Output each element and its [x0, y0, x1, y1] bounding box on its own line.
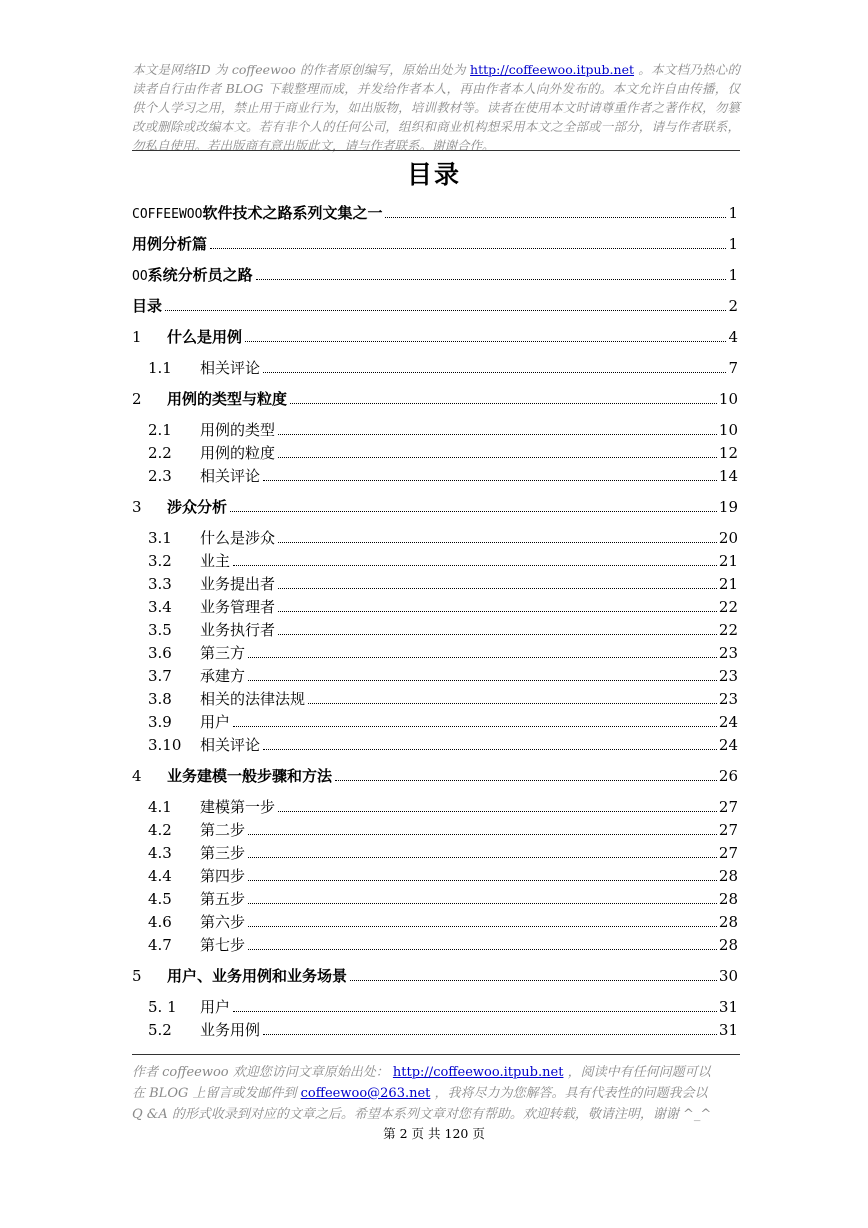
toc-entry-number: 4.2 [148, 821, 172, 839]
toc-entry[interactable] [132, 665, 738, 688]
toc-entry-label: 建模第一步 [200, 798, 276, 816]
toc-entry-label: 相关评论 [200, 359, 261, 377]
toc-entry-title: 目录 [132, 297, 163, 315]
toc-entry-page: 27 [718, 821, 738, 839]
copyright-header [132, 60, 740, 155]
toc-entry-page: 20 [718, 529, 738, 547]
toc-entry[interactable] [132, 688, 738, 711]
toc-entry-label: 用例的类型与粒度 [167, 390, 288, 408]
toc-entry-label: 第五步 [200, 890, 246, 908]
toc-entry[interactable] [132, 496, 738, 527]
toc-entry-number: 3.3 [148, 575, 172, 593]
toc-entry-number: 5 [132, 967, 142, 985]
toc-entry[interactable] [132, 911, 738, 934]
toc-entry-number: 4.6 [148, 913, 172, 931]
footer-email-link[interactable]: coffeewoo@263.net [300, 1086, 431, 1101]
footer-text-1: 作者 coffeewoo 欢迎您访问文章原始出处： [132, 1065, 389, 1080]
toc-entry[interactable] [132, 233, 738, 264]
toc-entry-label [132, 202, 382, 223]
toc-entry-number: 2.3 [148, 467, 172, 485]
toc-entry-page: 21 [718, 575, 738, 593]
toc-dot-leader [278, 433, 717, 435]
toc-entry-number: 4.3 [148, 844, 172, 862]
toc-dot-leader [335, 779, 717, 781]
toc-entry[interactable] [132, 388, 738, 419]
toc-entry-label [132, 295, 162, 316]
toc-entry[interactable] [132, 965, 738, 996]
toc-entry[interactable] [132, 202, 738, 233]
toc-entry-label: 业务用例 [200, 1021, 261, 1039]
toc-entry-number: 1.1 [148, 359, 172, 377]
toc-dot-leader [165, 309, 726, 311]
toc-entry-page: 4 [728, 328, 738, 346]
toc-entry-prefix: COFFEEWOO [132, 207, 203, 222]
toc-entry-label: 用例的粒度 [200, 444, 276, 462]
toc-entry-page: 27 [718, 844, 738, 862]
toc-entry[interactable] [132, 573, 738, 596]
toc-entry-page: 24 [718, 713, 738, 731]
toc-entry[interactable] [132, 734, 738, 757]
toc-entry-label: 业务提出者 [200, 575, 276, 593]
toc-entry-page: 28 [718, 936, 738, 954]
toc-dot-leader [278, 633, 717, 635]
toc-entry-number: 4.5 [148, 890, 172, 908]
toc-entry-number: 3.1 [148, 529, 172, 547]
page-number: 第 2 页 共 120 页 [383, 1126, 485, 1141]
toc-entry[interactable] [132, 357, 738, 380]
toc-entry-label: 第三方 [200, 644, 246, 662]
toc-entry[interactable] [132, 934, 738, 957]
toc-entry[interactable] [132, 326, 738, 357]
toc-entry-number: 5. 1 [148, 998, 177, 1016]
toc-dot-leader [230, 510, 717, 512]
toc-entry[interactable] [132, 527, 738, 550]
toc-entry-page: 30 [718, 967, 738, 985]
toc-entry-label: 业务执行者 [200, 621, 276, 639]
toc-entry-number: 5.2 [148, 1021, 172, 1039]
toc-entry-label: 第三步 [200, 844, 246, 862]
section-spacer [132, 380, 738, 388]
toc-entry-number: 3.8 [148, 690, 172, 708]
toc-entry-page: 1 [728, 204, 738, 222]
toc-entry-number: 4 [132, 767, 142, 785]
toc-entry-page: 14 [718, 467, 738, 485]
toc-entry[interactable] [132, 796, 738, 819]
toc-entry[interactable] [132, 996, 738, 1019]
toc-entry-number: 3.5 [148, 621, 172, 639]
toc-dot-leader [248, 656, 717, 658]
toc-entry-page: 27 [718, 798, 738, 816]
toc-entry[interactable] [132, 865, 738, 888]
toc-entry-number: 3.9 [148, 713, 172, 731]
toc-entry[interactable] [132, 888, 738, 911]
toc-entry-page: 2 [728, 297, 738, 315]
toc-entry-label: 用户 [200, 998, 231, 1016]
toc-entry[interactable] [132, 642, 738, 665]
toc-entry-page: 23 [718, 690, 738, 708]
toc-entry[interactable] [132, 264, 738, 295]
page-title: 目录 [406, 160, 461, 189]
toc-entry-page: 31 [718, 998, 738, 1016]
toc-entry-title: 软件技术之路系列文集之一 [202, 204, 383, 222]
toc-entry-label: 相关评论 [200, 467, 261, 485]
toc-entry-label: 相关评论 [200, 736, 261, 754]
toc-entry-page: 7 [728, 359, 738, 377]
toc-entry-page: 31 [718, 1021, 738, 1039]
toc-entry-label: 用户、业务用例和业务场景 [167, 967, 348, 985]
toc-entry-label: 什么是用例 [167, 328, 243, 346]
toc-dot-leader [350, 979, 717, 981]
toc-entry-page: 1 [728, 266, 738, 284]
toc-entry-number: 4.1 [148, 798, 172, 816]
toc-dot-leader [245, 340, 726, 342]
toc-entry-number: 3.4 [148, 598, 172, 616]
toc-entry-label: 用户 [200, 713, 231, 731]
toc-entry-page: 28 [718, 867, 738, 885]
toc-entry[interactable] [132, 711, 738, 734]
toc-entry-page: 22 [718, 598, 738, 616]
toc-dot-leader [278, 587, 717, 589]
toc-dot-leader [248, 833, 717, 835]
toc-entry-number: 2.2 [148, 444, 172, 462]
toc-dot-leader [233, 564, 717, 566]
toc-dot-leader [263, 1033, 717, 1035]
toc-entry[interactable] [132, 765, 738, 796]
toc-entry-number: 3.2 [148, 552, 172, 570]
toc-entry-label [132, 233, 207, 254]
toc-dot-leader [263, 371, 726, 373]
toc-dot-leader [263, 479, 717, 481]
toc-entry[interactable] [132, 819, 738, 842]
toc-entry-page: 21 [718, 552, 738, 570]
toc-dot-leader [248, 856, 717, 858]
toc-entry[interactable] [132, 419, 738, 442]
header-divider [132, 150, 740, 151]
toc-entry-number: 4.7 [148, 936, 172, 954]
toc-dot-leader [278, 610, 717, 612]
header-blog-link[interactable]: http://coffeewoo.itpub.net [470, 62, 635, 77]
toc-entry-page: 12 [718, 444, 738, 462]
toc-entry-page: 28 [718, 890, 738, 908]
toc-entry-page: 10 [718, 390, 738, 408]
footer-text-3: ，我将尽力为您解答。具有代表性的问题我会以 Q &A 的形式收录到对应的文章之后。希望本系列文章对您有帮助。欢迎转载，敬请注明，谢谢 ^_^ [132, 1086, 712, 1122]
toc-entry-page: 26 [718, 767, 738, 785]
footer-divider [132, 1054, 740, 1055]
toc-entry-label: 什么是涉众 [200, 529, 276, 547]
toc-entry-label: 第七步 [200, 936, 246, 954]
toc-dot-leader [278, 456, 717, 458]
toc-entry[interactable] [132, 465, 738, 488]
toc-entry-label [132, 264, 253, 285]
toc-dot-leader [385, 216, 726, 218]
toc-entry-label: 承建方 [200, 667, 246, 685]
toc-entry[interactable] [132, 619, 738, 642]
footer-note [132, 1062, 722, 1125]
section-spacer [132, 488, 738, 496]
toc-entry-label: 业务建模一般步骤和方法 [167, 767, 333, 785]
toc-entry[interactable] [132, 295, 738, 326]
toc-dot-leader [256, 278, 727, 280]
toc-dot-leader [233, 725, 717, 727]
header-text-2: 。本文档乃热心的读者自行由作者 BLOG 下载整理而成，并发给作者本人，再由作者本人向外发布的。本文允许自由传播，仅供个人学习之用，禁止用于商业行为，如出版物，培训教材等。读者在使用本文时请尊重作者之著作权，勿篡改或删除或改编本文。若有非个人的任何公司，组织和商业机构想采用本文之全部或一部分，请与作者联系，勿私自使用。若出版商有意出版此文，请与作者联系。谢谢合作。 [132, 62, 740, 153]
toc-dot-leader [248, 679, 717, 681]
toc-entry[interactable] [132, 1019, 738, 1042]
toc-entry-page: 28 [718, 913, 738, 931]
toc-dot-leader [233, 1010, 717, 1012]
footer-blog-link[interactable]: http://coffeewoo.itpub.net [392, 1065, 564, 1080]
toc-entry-title: 用例分析篇 [132, 235, 208, 253]
section-spacer [132, 757, 738, 765]
toc-entry-label: 涉众分析 [167, 498, 228, 516]
toc-entry-page: 23 [718, 644, 738, 662]
toc-entry-label: 第六步 [200, 913, 246, 931]
toc-entry-page: 23 [718, 667, 738, 685]
toc-entry-label: 第二步 [200, 821, 246, 839]
toc-entry-title: 系统分析员之路 [147, 266, 253, 284]
toc-entry-number: 4.4 [148, 867, 172, 885]
toc-entry-prefix: OO [132, 269, 148, 284]
section-spacer [132, 957, 738, 965]
toc-dot-leader [290, 402, 717, 404]
toc-entry[interactable] [132, 842, 738, 865]
toc-entry[interactable] [132, 596, 738, 619]
toc-entry-label: 业务管理者 [200, 598, 276, 616]
toc-entry-page: 24 [718, 736, 738, 754]
toc-dot-leader [263, 748, 717, 750]
toc-entry-label: 业主 [200, 552, 231, 570]
section-spacer [132, 1042, 738, 1050]
toc-entry-number: 3.10 [148, 736, 182, 754]
footer-text-2: ，阅读中有任何问题可以在 BLOG 上留言或发邮件到 [132, 1065, 711, 1101]
toc-entry-number: 3.7 [148, 667, 172, 685]
toc-entry-page: 19 [718, 498, 738, 516]
toc-entry-page: 1 [728, 235, 738, 253]
toc-entry-number: 2 [132, 390, 142, 408]
toc-dot-leader [308, 702, 717, 704]
toc-entry-label: 相关的法律法规 [200, 690, 306, 708]
toc-entry-page: 22 [718, 621, 738, 639]
toc-dot-leader [278, 541, 717, 543]
toc-entry-number: 3 [132, 498, 142, 516]
toc-dot-leader [210, 247, 726, 249]
toc-dot-leader [248, 925, 717, 927]
toc-dot-leader [248, 879, 717, 881]
toc-entry-page: 10 [718, 421, 738, 439]
toc-dot-leader [278, 810, 717, 812]
table-of-contents [132, 202, 738, 1050]
toc-dot-leader [248, 902, 717, 904]
toc-entry-number: 3.6 [148, 644, 172, 662]
toc-entry-label: 第四步 [200, 867, 246, 885]
toc-entry[interactable] [132, 442, 738, 465]
toc-dot-leader [248, 948, 717, 950]
toc-entry[interactable] [132, 550, 738, 573]
header-text-1: 本文是网络ID 为 coffeewoo 的作者原创编写，原始出处为 [132, 62, 466, 77]
toc-entry-label: 用例的类型 [200, 421, 276, 439]
toc-entry-number: 1 [132, 328, 142, 346]
toc-entry-number: 2.1 [148, 421, 172, 439]
